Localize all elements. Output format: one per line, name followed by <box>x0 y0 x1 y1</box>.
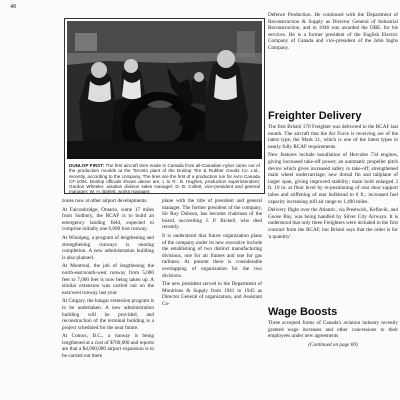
left-paragraph-1: zones now at other airport developments. <box>62 198 148 204</box>
left-paragraph-4: At Montreal, the job of lengthening the north-east/south-west runway from 5,000 feet to 7,000 feet is now being taken up. A similar extension was carried out on the east/west runway last year. <box>62 263 154 296</box>
caption-title: DUNLOP FIRST: <box>69 163 105 168</box>
factory-scene-image <box>67 21 262 159</box>
freighter-article-text <box>268 124 398 242</box>
left-paragraph-6: At Comox, B.C., a runway is being lengthened at a cost of $700,000 and reports are that a $4,000,000 airport expansion is to be carried out there <box>62 333 154 360</box>
left-paragraph-2: At Falconbridge, Ontario, some 17 miles from Sudbury, the RCAF is to build an emergency landing field, expected to comprise initially one 6,000 foot runway. <box>62 206 154 233</box>
freighter-paragraph-1: The first Bristol 170 Freighter was delivered to the RCAF last month. The aircraft that the Air Force is receiving are of the latest type, the Mark 31, which is one of the latest types in nearly fully RCAF requirements. <box>268 124 398 150</box>
page-number: 48 <box>10 4 16 10</box>
wage-paragraph-1: Three accepted forms of Canada's aviation industry recently granted wage increases and other concessions to their employees under new agreements <box>268 320 398 340</box>
caption-body: The first aircraft tires made in Canada from all-Canadian nylon came out of the production moulds at the Toronto plant of the Dunlop Tire & Rubber Goods Co. Ltd., recently, according to the company. The tires are the first of a production run for Avro Canada CF-100s. Dunlop officials shown above are, L to R.: B. Hughes, production superintendent; Gordon Wheeler, aviation division sales manager; D. B. Collett, vice-president and general manager; W. H. Barlett, works manager. <box>69 163 260 195</box>
photo-caption <box>69 163 260 195</box>
continued-biography-text: Defence Production. He continued with the Department of Reconstruction & Supply as Director General of Industrial Reconstruction, and in 1946 was awarded the OBE. for his services. He is a former president of the English Electric Company of Canada and vice-president of the John Inglis Company. <box>268 12 398 51</box>
middle-article-column <box>162 198 262 310</box>
production-photo <box>67 21 262 159</box>
middle-paragraph-1: plane with the title of president and general manager. The former president of the company, Sir Roy Dobson, has become chairman of the board, succeeding J. P. Bickell, who died recently. <box>162 198 262 231</box>
left-paragraph-3: At Winnipeg, a program of lengthening and strengthening runways is nearing completion. A new administration building is also planned. <box>62 234 154 261</box>
continued-on-page-note: (Continued on page 69) <box>308 341 358 348</box>
middle-paragraph-2: It is understood that future organization plans of the company under its new executive include the establishing of two distinct manufacturing divisions, one for air frames and one for gas turbines. At present there is considerable overlapping of organization for the two divisions. <box>162 232 262 279</box>
freighter-paragraph-2: New features include installation of Hercules 734 engines, giving increased take-off power; an automatic propeller pitch device which gives increased safety in take-off; strengthened main wheel undercarriage; new dorsal fin and tailplane of larger span, giving improved stability; main hold enlarged 3 ft. 10 in. at floor level by re-positioning of rear door support tubes and stiffening of rear bulkhead to 6 ft.; increased fuel capacity increasing still air range to 1,490 miles. <box>268 152 398 205</box>
left-article-column <box>62 198 154 362</box>
middle-paragraph-3: The new president served in the Department of Munitions & Supply from 1941 to 1945 as Director General of organization, and Assistant Co- <box>162 281 262 307</box>
freighter-delivery-heading: Freighter Delivery <box>268 110 362 122</box>
wage-boosts-text <box>268 320 398 348</box>
left-paragraph-5: At Calgary, the hangar extension program is to be undertaken. A new administration building will be provided, and reconstruction of the terminal building is a project scheduled for the near future. <box>62 298 154 331</box>
freighter-paragraph-3: Delivery flight over the Atlantic, via Prestwick, Keflavik, and Goose Bay, was being handled by Silver City Airways. It is understood that only three Freighters were included in the first contract from the RCAF, but Bristol says that the order is for 'a quantity'. <box>268 207 398 240</box>
photo-block <box>64 18 265 194</box>
wage-boosts-heading: Wage Boosts <box>268 306 338 318</box>
